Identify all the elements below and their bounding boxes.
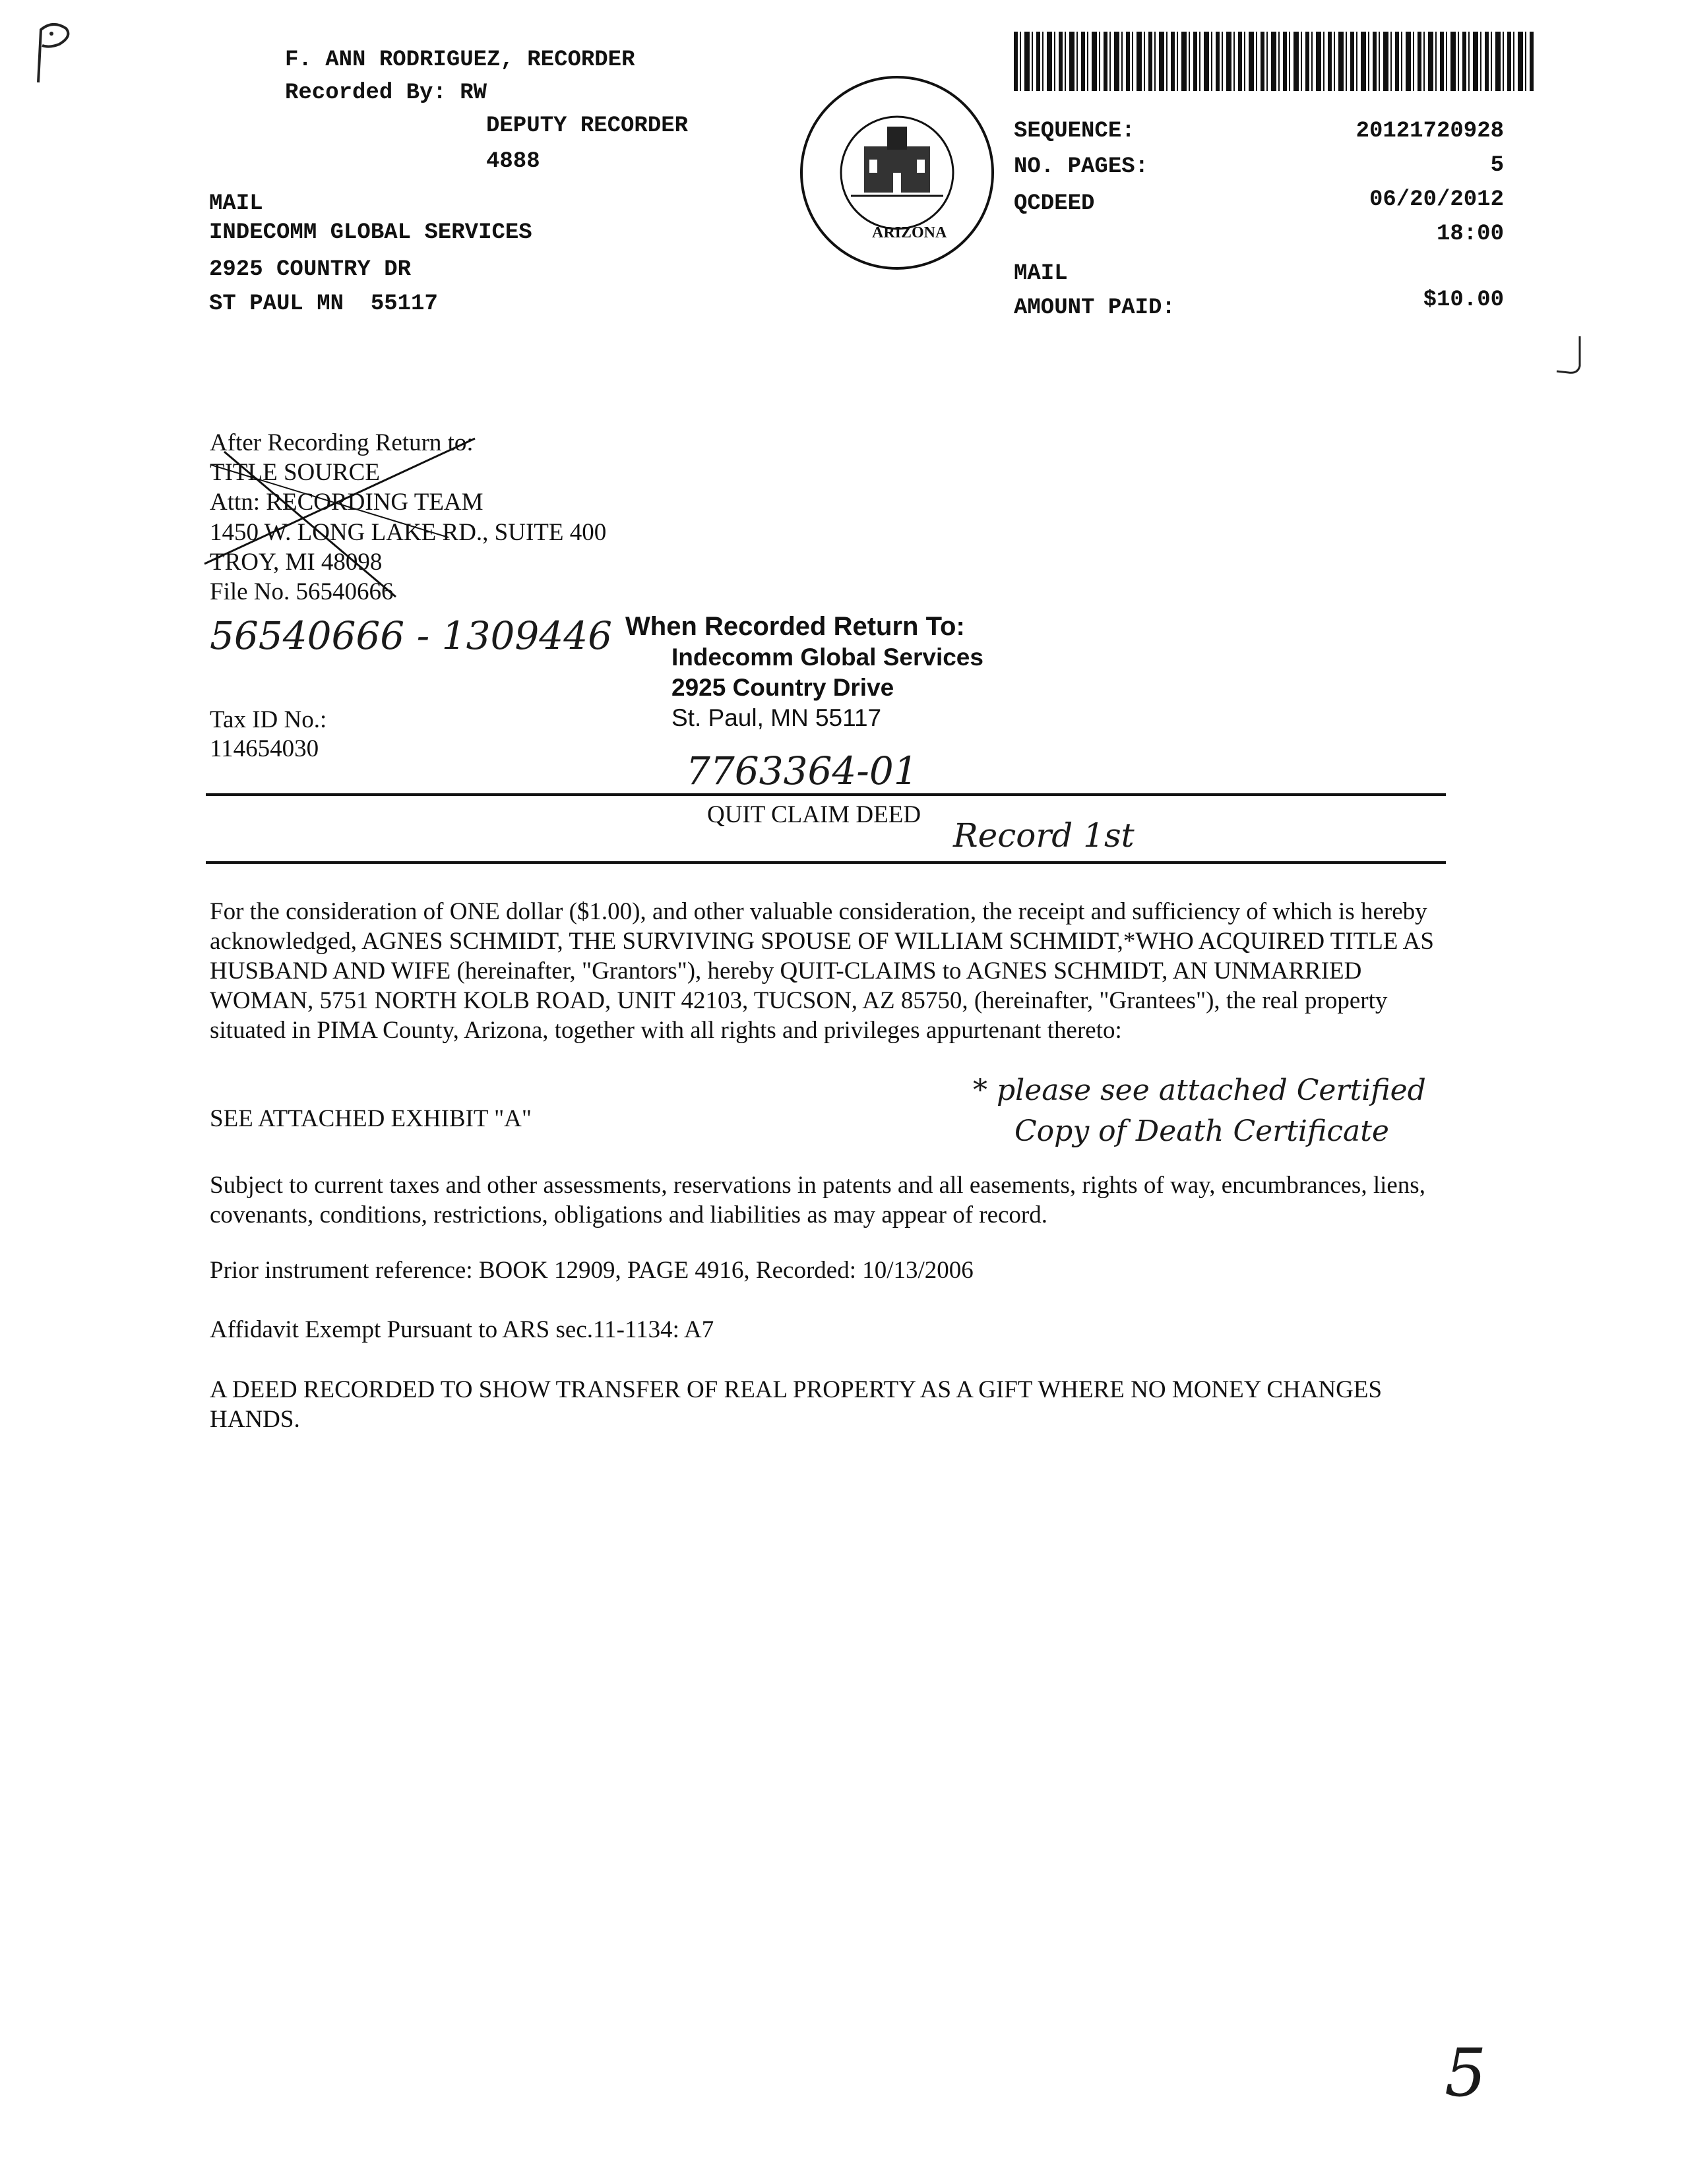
recorder-name: F. ANN RODRIGUEZ, RECORDER	[285, 47, 635, 73]
deputy-number: 4888	[486, 149, 540, 174]
recorded-by: Recorded By: RW	[285, 80, 487, 106]
amount-paid-value: $10.00	[1423, 288, 1504, 313]
return-line-3: Attn: RECORDING TEAM	[210, 489, 483, 516]
handwritten-note-line-2: Copy of Death Certificate	[1014, 1114, 1389, 1148]
corner-mark-icon	[26, 16, 86, 89]
margin-mark-icon	[1550, 333, 1590, 379]
mail-address-line-2: 2925 COUNTRY DR	[209, 257, 412, 282]
document-type: QCDEED	[1014, 191, 1095, 216]
handwritten-page-number: 5	[1445, 2034, 1487, 2111]
amount-paid-label: AMOUNT PAID:	[1014, 295, 1175, 320]
record-date: 06/20/2012	[1369, 187, 1504, 212]
mail-address-line-1: INDECOMM GLOBAL SERVICES	[209, 220, 532, 245]
title-rule-top	[206, 793, 1446, 796]
handwritten-file-ref: 56540666 - 1309446	[210, 613, 612, 658]
mail-method: MAIL	[1014, 261, 1068, 286]
return-line-2: TITLE SOURCE	[210, 459, 380, 486]
mail-label: MAIL	[209, 191, 263, 216]
when-recorded-heading: When Recorded Return To:	[625, 612, 965, 641]
record-time: 18:00	[1436, 222, 1504, 247]
county-seal	[798, 74, 996, 272]
sequence-value: 20121720928	[1355, 119, 1504, 144]
affidavit-exempt: Affidavit Exempt Pursuant to ARS sec.11-1134: A7	[210, 1316, 714, 1343]
when-recorded-line-1: Indecomm Global Services	[671, 644, 983, 671]
sequence-label: SEQUENCE:	[1014, 119, 1135, 144]
handwritten-record-first: Record 1st	[953, 816, 1135, 855]
deputy-recorder: DEPUTY RECORDER	[486, 113, 689, 138]
return-line-6: File No. 56540666	[210, 578, 394, 605]
title-rule-bottom	[206, 861, 1446, 864]
when-recorded-line-3: St. Paul, MN 55117	[671, 704, 882, 731]
when-recorded-line-2: 2925 Country Drive	[671, 674, 894, 701]
prior-instrument: Prior instrument reference: BOOK 12909, PAGE 4916, Recorded: 10/13/2006	[210, 1257, 974, 1284]
return-line-4: 1450 W. LONG LAKE RD., SUITE 400	[210, 519, 607, 546]
handwritten-order-number: 7763364-01	[686, 748, 918, 793]
pages-value: 5	[1490, 153, 1504, 178]
seal-bottom-text: ARIZONA	[872, 224, 947, 241]
handwritten-note-line-1: * please see attached Certified	[973, 1074, 1426, 1107]
return-line-5: TROY, MI 48098	[210, 549, 383, 576]
exhibit-reference: SEE ATTACHED EXHIBIT "A"	[210, 1105, 532, 1132]
subject-to-paragraph: Subject to current taxes and other assessments, reservations in patents and all easements, rights of way, encumbrances, liens, covenants, conditions, restrictions, obligations and liabilities as may appear of record.	[210, 1172, 1425, 1228]
document-title: QUIT CLAIM DEED	[707, 801, 921, 828]
tax-id-value: 114654030	[210, 735, 319, 762]
strike-through-icon	[198, 432, 528, 603]
barcode	[1014, 32, 1535, 91]
pages-label: NO. PAGES:	[1014, 154, 1149, 179]
grant-paragraph: For the consideration of ONE dollar ($1.00), and other valuable consideration, the receipt and sufficiency of which is hereby acknowledged, AGNES SCHMIDT, THE SURVIVING SPOUSE OF WILLIAM SCHMIDT,*WHO ACQUIRED TITLE AS HUSBAND AND WIFE (hereinafter, "Grantors"), hereby QUIT-CLAIMS to AGNES SCHMIDT, AN UNMARRIED WOMAN, 5751 NORTH KOLB ROAD, UNIT 42103, TUCSON, AZ 85750, (hereinafter, "Grantees"), the real property situated in PIMA County, Arizona, together with all rights and privileges appurtenant thereto:	[210, 898, 1434, 1044]
seal-top-text	[798, 74, 799, 75]
return-line-1: After Recording Return to:	[210, 429, 474, 456]
tax-id-label: Tax ID No.:	[210, 706, 327, 733]
gift-statement: A DEED RECORDED TO SHOW TRANSFER OF REAL PROPERTY AS A GIFT WHERE NO MONEY CHANGES HANDS.	[210, 1376, 1383, 1433]
seal-icon	[798, 74, 996, 272]
mail-address-line-3: ST PAUL MN 55117	[209, 291, 438, 317]
